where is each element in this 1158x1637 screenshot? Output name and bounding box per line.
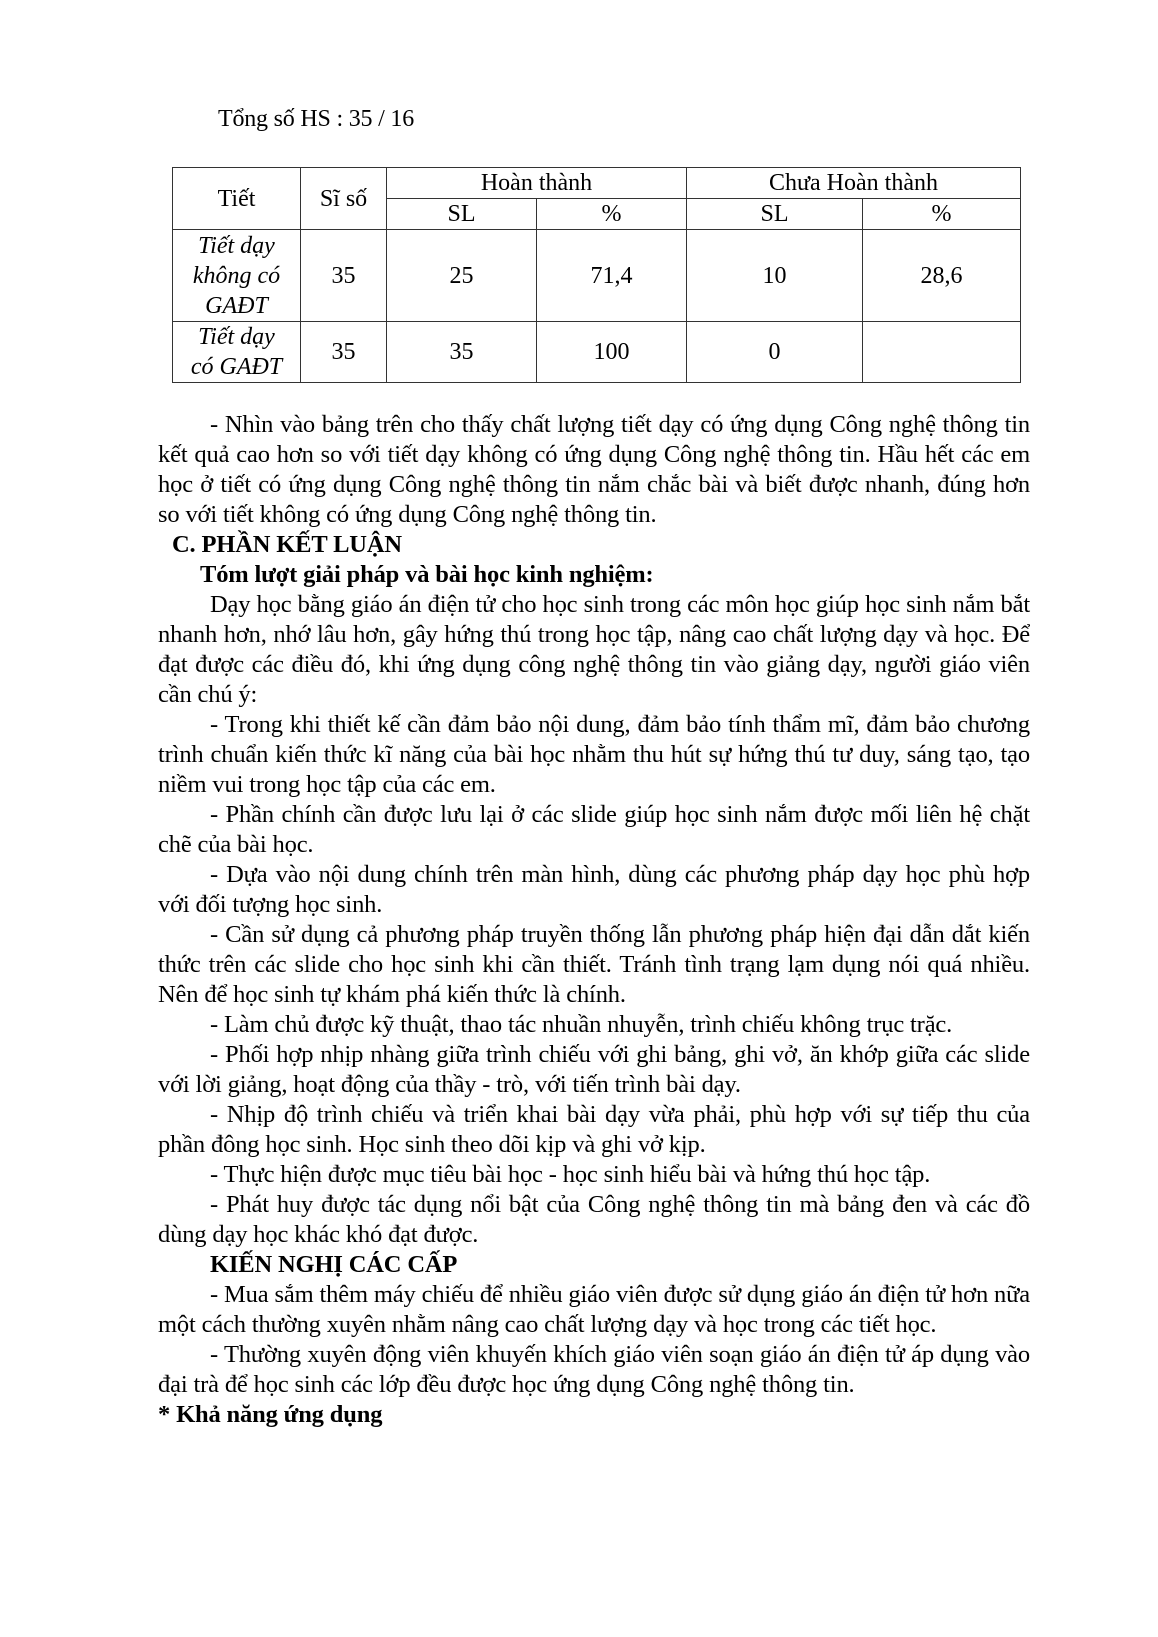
summary-heading: Tóm lượt giải pháp và bài học kinh nghiệm:: [200, 561, 654, 588]
header-si-so: Sĩ số: [301, 168, 387, 230]
header-ht-pct: %: [537, 199, 687, 230]
header-chua-hoan-thanh: Chưa Hoàn thành: [687, 168, 1021, 199]
cell-ht-pct: 100: [537, 322, 687, 383]
point-paragraph: - Phối hợp nhịp nhàng giữa trình chiếu với ghi bảng, ghi vở, ăn khớp giữa các slide với lời giảng, hoạt động của thầy - trò, với tiến trình bài dạy.: [158, 1041, 1030, 1098]
observation-paragraph: - Nhìn vào bảng trên cho thấy chất lượng tiết dạy có ứng dụng Công nghệ thông tin kết quả cao hơn so với tiết dạy không có ứng dụng Công nghệ thông tin. Hầu hết các em học ở tiết có ứng dụng Công nghệ thông tin nắm chắc bài và biết được nhanh, đúng hơn so với tiết không có ứng dụng Công nghệ thông tin.: [158, 411, 1030, 528]
row-label: [173, 230, 301, 322]
recommend-heading: KIẾN NGHỊ CÁC CẤP: [210, 1251, 458, 1278]
header-cht-pct: %: [863, 199, 1021, 230]
point-paragraph: - Thực hiện được mục tiêu bài học - học sinh hiểu bài và hứng thú học tập.: [210, 1161, 931, 1188]
table-header-row: [173, 168, 1021, 199]
cell-cht-sl: 0: [687, 322, 863, 383]
results-table: [172, 167, 1021, 383]
point-paragraph: - Dựa vào nội dung chính trên màn hình, dùng các phương pháp dạy học phù hợp với đối tượng học sinh.: [158, 861, 1030, 918]
row-label-line: Tiết dạy: [198, 232, 275, 259]
point-paragraph: - Phần chính cần được lưu lại ở các slide giúp học sinh nắm được mối liên hệ chặt chẽ của bài học.: [158, 801, 1030, 858]
header-hoan-thanh: Hoàn thành: [387, 168, 687, 199]
cell-si-so: 35: [301, 322, 387, 383]
header-ht-sl: SL: [387, 199, 537, 230]
body-text: [158, 410, 1030, 1430]
intro-paragraph: Dạy học bằng giáo án điện tử cho học sinh trong các môn học giúp học sinh nắm bắt nhanh hơn, nhớ lâu hơn, gây hứng thú trong học tập, nâng cao chất lượng dạy và học. Để đạt được các điều đó, khi ứng dụng công nghệ thông tin vào giảng dạy, người giáo viên cần chú ý:: [158, 591, 1030, 708]
recommend-paragraph: - Mua sắm thêm máy chiếu để nhiều giáo viên được sử dụng giáo án điện tử hơn nữa một cách thường xuyên nhằm nâng cao chất lượng dạy và học trong các tiết học.: [158, 1281, 1030, 1338]
row-label-line: có GAĐT: [190, 354, 283, 380]
point-paragraph: - Cần sử dụng cả phương pháp truyền thống lẫn phương pháp hiện đại dẫn dắt kiến thức trên các slide cho học sinh khi cần thiết. Tránh tình trạng lạm dụng nói quá nhiều. Nên để học sinh tự khám phá kiến thức là chính.: [158, 921, 1030, 1008]
section-heading: C. PHẦN KẾT LUẬN: [172, 531, 402, 558]
applicability-heading: * Khả năng ứng dụng: [158, 1401, 383, 1428]
cell-cht-pct: [863, 322, 1021, 383]
point-paragraph: - Phát huy được tác dụng nổi bật của Công nghệ thông tin mà bảng đen và các đồ dùng dạy học khác khó đạt được.: [158, 1191, 1030, 1248]
header-tiet: Tiết: [173, 168, 301, 230]
cell-cht-pct: 28,6: [863, 230, 1021, 322]
point-paragraph: - Nhịp độ trình chiếu và triển khai bài dạy vừa phải, phù hợp với sự tiếp thu của phần đông học sinh. Học sinh theo dõi kịp và ghi vở kịp.: [158, 1101, 1030, 1158]
table-row: [173, 230, 1021, 322]
cell-cht-sl: 10: [687, 230, 863, 322]
row-label-line: không có: [192, 262, 281, 289]
recommend-paragraph: - Thường xuyên động viên khuyến khích giáo viên soạn giáo án điện tử áp dụng vào đại trà để học sinh các lớp đều được học ứng dụng Công nghệ thông tin.: [158, 1341, 1030, 1398]
point-paragraph: - Trong khi thiết kế cần đảm bảo nội dung, đảm bảo tính thẩm mĩ, đảm bảo chương trình chuẩn kiến thức kĩ năng của bài học nhằm thu hút sự hứng thú tư duy, sáng tạo, tạo niềm vui trong học tập của các em.: [158, 711, 1030, 798]
header-cht-sl: SL: [687, 199, 863, 230]
cell-ht-sl: 25: [387, 230, 537, 322]
cell-ht-sl: 35: [387, 322, 537, 383]
row-label-line: Tiết dạy: [198, 324, 275, 350]
cell-ht-pct: 71,4: [537, 230, 687, 322]
cell-si-so: 35: [301, 230, 387, 322]
point-paragraph: - Làm chủ được kỹ thuật, thao tác nhuần nhuyễn, trình chiếu không trục trặc.: [210, 1011, 953, 1038]
row-label-line: GAĐT: [205, 292, 268, 319]
table-row: [173, 322, 1021, 383]
total-students: Tổng số HS : 35 / 16: [218, 106, 415, 132]
row-label: [173, 322, 301, 383]
